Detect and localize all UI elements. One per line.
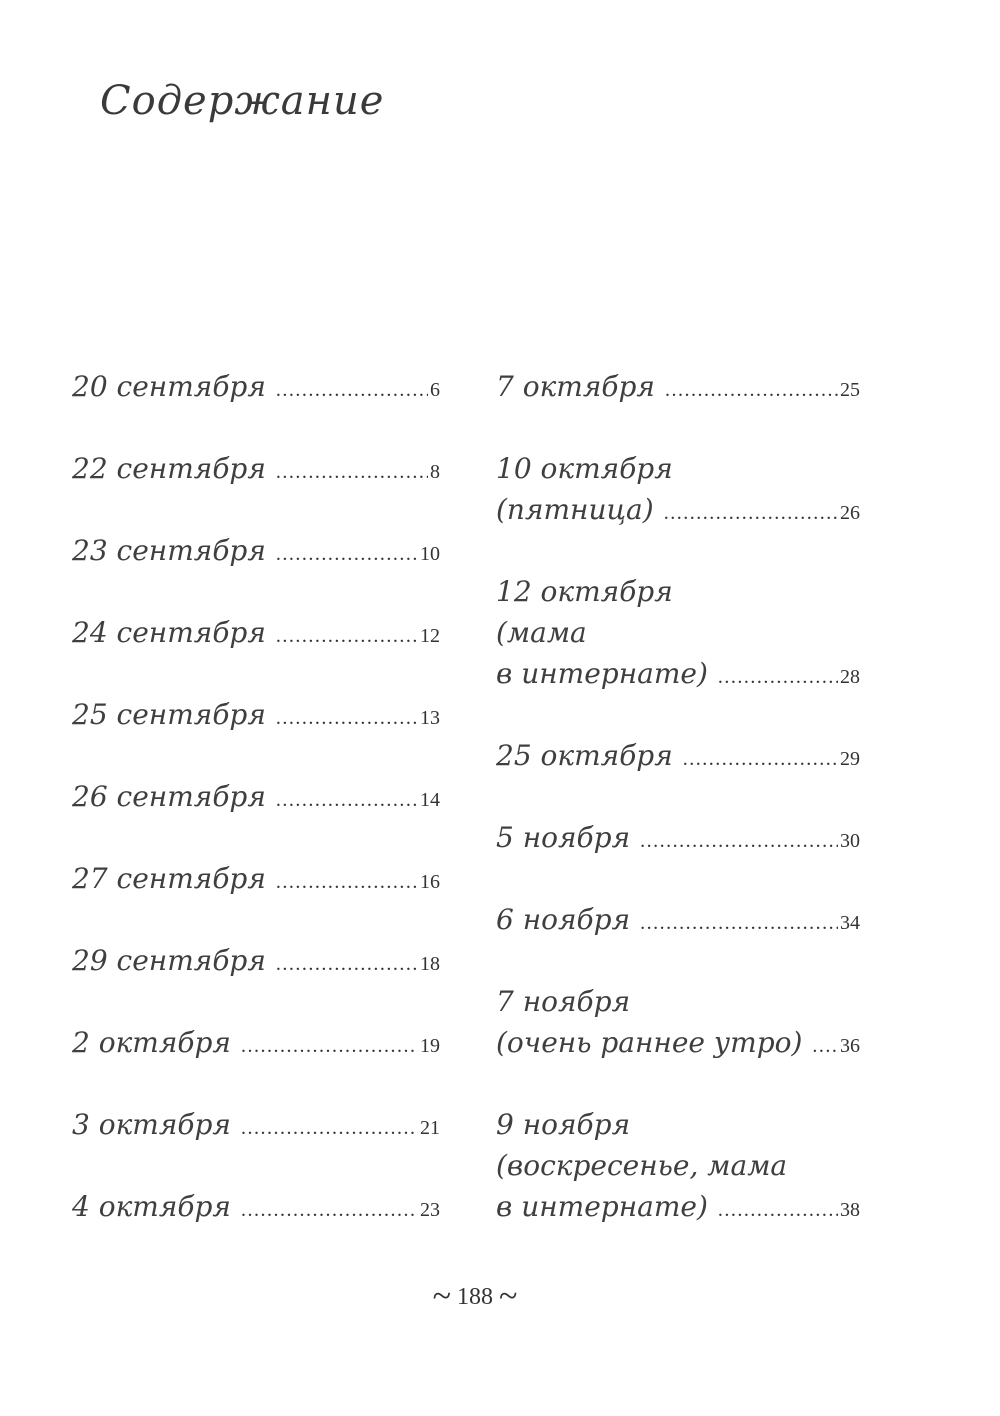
toc-page-number: 13: [420, 707, 440, 729]
toc-entry-title: (воскресенье, мама: [496, 1149, 788, 1182]
toc-page-number: 16: [420, 871, 440, 893]
toc-entry-title: 20 сентября: [72, 370, 266, 403]
dot-leader: [812, 1026, 838, 1067]
toc-page-number: 26: [840, 502, 860, 524]
dot-leader: [640, 903, 838, 944]
toc-entry-line: [496, 448, 860, 489]
dot-leader: [276, 534, 418, 575]
page-title: Содержание: [100, 78, 385, 124]
toc-entry-line: [496, 1186, 860, 1227]
dot-leader: [683, 739, 838, 780]
toc-entry[interactable]: [496, 899, 860, 940]
dot-leader: [276, 780, 418, 821]
toc-entry-line: [72, 612, 440, 653]
toc-entry-title: 12 октября: [496, 575, 673, 608]
toc-entry-title: 7 ноября: [496, 985, 631, 1018]
toc-page-number: 36: [840, 1035, 860, 1057]
toc-page-number: 8: [430, 461, 440, 483]
toc-entry-line: [72, 694, 440, 735]
toc-entry-line: [496, 1145, 860, 1186]
toc-entry[interactable]: [72, 940, 440, 981]
toc-entry-line: [72, 1186, 440, 1227]
toc-entry[interactable]: [496, 817, 860, 858]
toc-entry-line: [496, 653, 860, 694]
toc-entry-line: [496, 612, 860, 653]
toc-entry-line: [496, 489, 860, 530]
toc-entry[interactable]: [72, 694, 440, 735]
toc-entry[interactable]: [72, 1104, 440, 1145]
toc-page-number: 10: [420, 543, 440, 565]
toc-page-number: 14: [420, 789, 440, 811]
page-number: 188: [457, 1284, 493, 1310]
dot-leader: [276, 616, 418, 657]
toc-entry-title: 6 ноября: [496, 903, 631, 936]
toc-page-number: 38: [840, 1199, 860, 1221]
toc-entry-line: [72, 448, 440, 489]
toc-entry-line: [496, 1104, 860, 1145]
toc-page-number: 19: [420, 1035, 440, 1057]
dot-leader: [718, 657, 838, 698]
toc-entry-title: 10 октября: [496, 452, 673, 485]
dot-leader: [241, 1026, 418, 1067]
toc-entry-title: 4 октября: [72, 1190, 231, 1223]
toc-entry[interactable]: [72, 366, 440, 407]
toc-entry[interactable]: [496, 735, 860, 776]
dot-leader: [665, 370, 838, 411]
toc-entry[interactable]: [72, 612, 440, 653]
toc-entry-title: в интернате): [496, 657, 708, 690]
toc-entry-title: 24 сентября: [72, 616, 266, 649]
toc-entry-line: [496, 571, 860, 612]
dot-leader: [276, 862, 418, 903]
toc-entry[interactable]: [72, 530, 440, 571]
toc-entry[interactable]: [496, 571, 860, 694]
toc-page-number: 28: [840, 666, 860, 688]
toc-entry[interactable]: [72, 448, 440, 489]
toc-entry[interactable]: [72, 1022, 440, 1063]
toc-entry-line: [72, 366, 440, 407]
toc-entry-title: 25 сентября: [72, 698, 266, 731]
toc-entry-title: 26 сентября: [72, 780, 266, 813]
toc-entry-line: [496, 817, 860, 858]
dot-leader: [276, 698, 418, 739]
toc-entry-line: [496, 1022, 860, 1063]
dot-leader: [664, 493, 838, 534]
toc-entry-title: 3 октября: [72, 1108, 231, 1141]
toc-entry-title: 2 октября: [72, 1026, 231, 1059]
toc-page-number: 34: [840, 912, 860, 934]
toc-entry-title: 25 октября: [496, 739, 673, 772]
toc-entry[interactable]: [496, 366, 860, 407]
toc-entry-line: [72, 530, 440, 571]
dot-leader: [276, 452, 428, 493]
toc-entry-line: [72, 858, 440, 899]
toc-page-number: 30: [840, 830, 860, 852]
toc-page-number: 21: [420, 1117, 440, 1139]
toc-entry[interactable]: [496, 981, 860, 1063]
toc-entry-title: 7 октября: [496, 370, 655, 403]
toc-entry-line: [496, 366, 860, 407]
toc-entry-line: [72, 940, 440, 981]
toc-entry[interactable]: [72, 776, 440, 817]
toc-entry-line: [496, 899, 860, 940]
toc-entry-title: в интернате): [496, 1190, 708, 1223]
dot-leader: [276, 944, 418, 985]
toc-page-number: 12: [420, 625, 440, 647]
toc-entry[interactable]: [72, 858, 440, 899]
toc-entry-title: (очень раннее утро): [496, 1026, 803, 1059]
dot-leader: [241, 1108, 418, 1149]
toc-entry-title: 27 сентября: [72, 862, 266, 895]
dot-leader: [718, 1190, 838, 1231]
toc-entry-line: [496, 981, 860, 1022]
toc-entry-title: 22 сентября: [72, 452, 266, 485]
footer-ornament-right: ~: [499, 1278, 518, 1315]
toc-page-number: 29: [840, 748, 860, 770]
page-number-footer: [0, 1278, 950, 1316]
dot-leader: [241, 1190, 418, 1231]
toc-entry[interactable]: [72, 1186, 440, 1227]
dot-leader: [276, 370, 428, 411]
toc-page-number: 23: [420, 1199, 440, 1221]
toc-entry[interactable]: [496, 448, 860, 530]
toc-entry[interactable]: [496, 1104, 860, 1227]
toc-page-number: 6: [430, 379, 440, 401]
toc-entry-line: [496, 735, 860, 776]
toc-entry-title: (мама: [496, 616, 587, 649]
footer-ornament-left: ~: [432, 1278, 451, 1315]
toc-entry-title: 29 сентября: [72, 944, 266, 977]
toc-entry-title: 5 ноября: [496, 821, 631, 854]
toc-entry-title: 23 сентября: [72, 534, 266, 567]
toc-entry-line: [72, 1022, 440, 1063]
toc-page-number: 18: [420, 953, 440, 975]
toc-page-number: 25: [840, 379, 860, 401]
toc-entry-line: [72, 776, 440, 817]
toc-entry-line: [72, 1104, 440, 1145]
toc-entry-title: 9 ноября: [496, 1108, 631, 1141]
toc-entry-title: (пятница): [496, 493, 654, 526]
dot-leader: [640, 821, 838, 862]
